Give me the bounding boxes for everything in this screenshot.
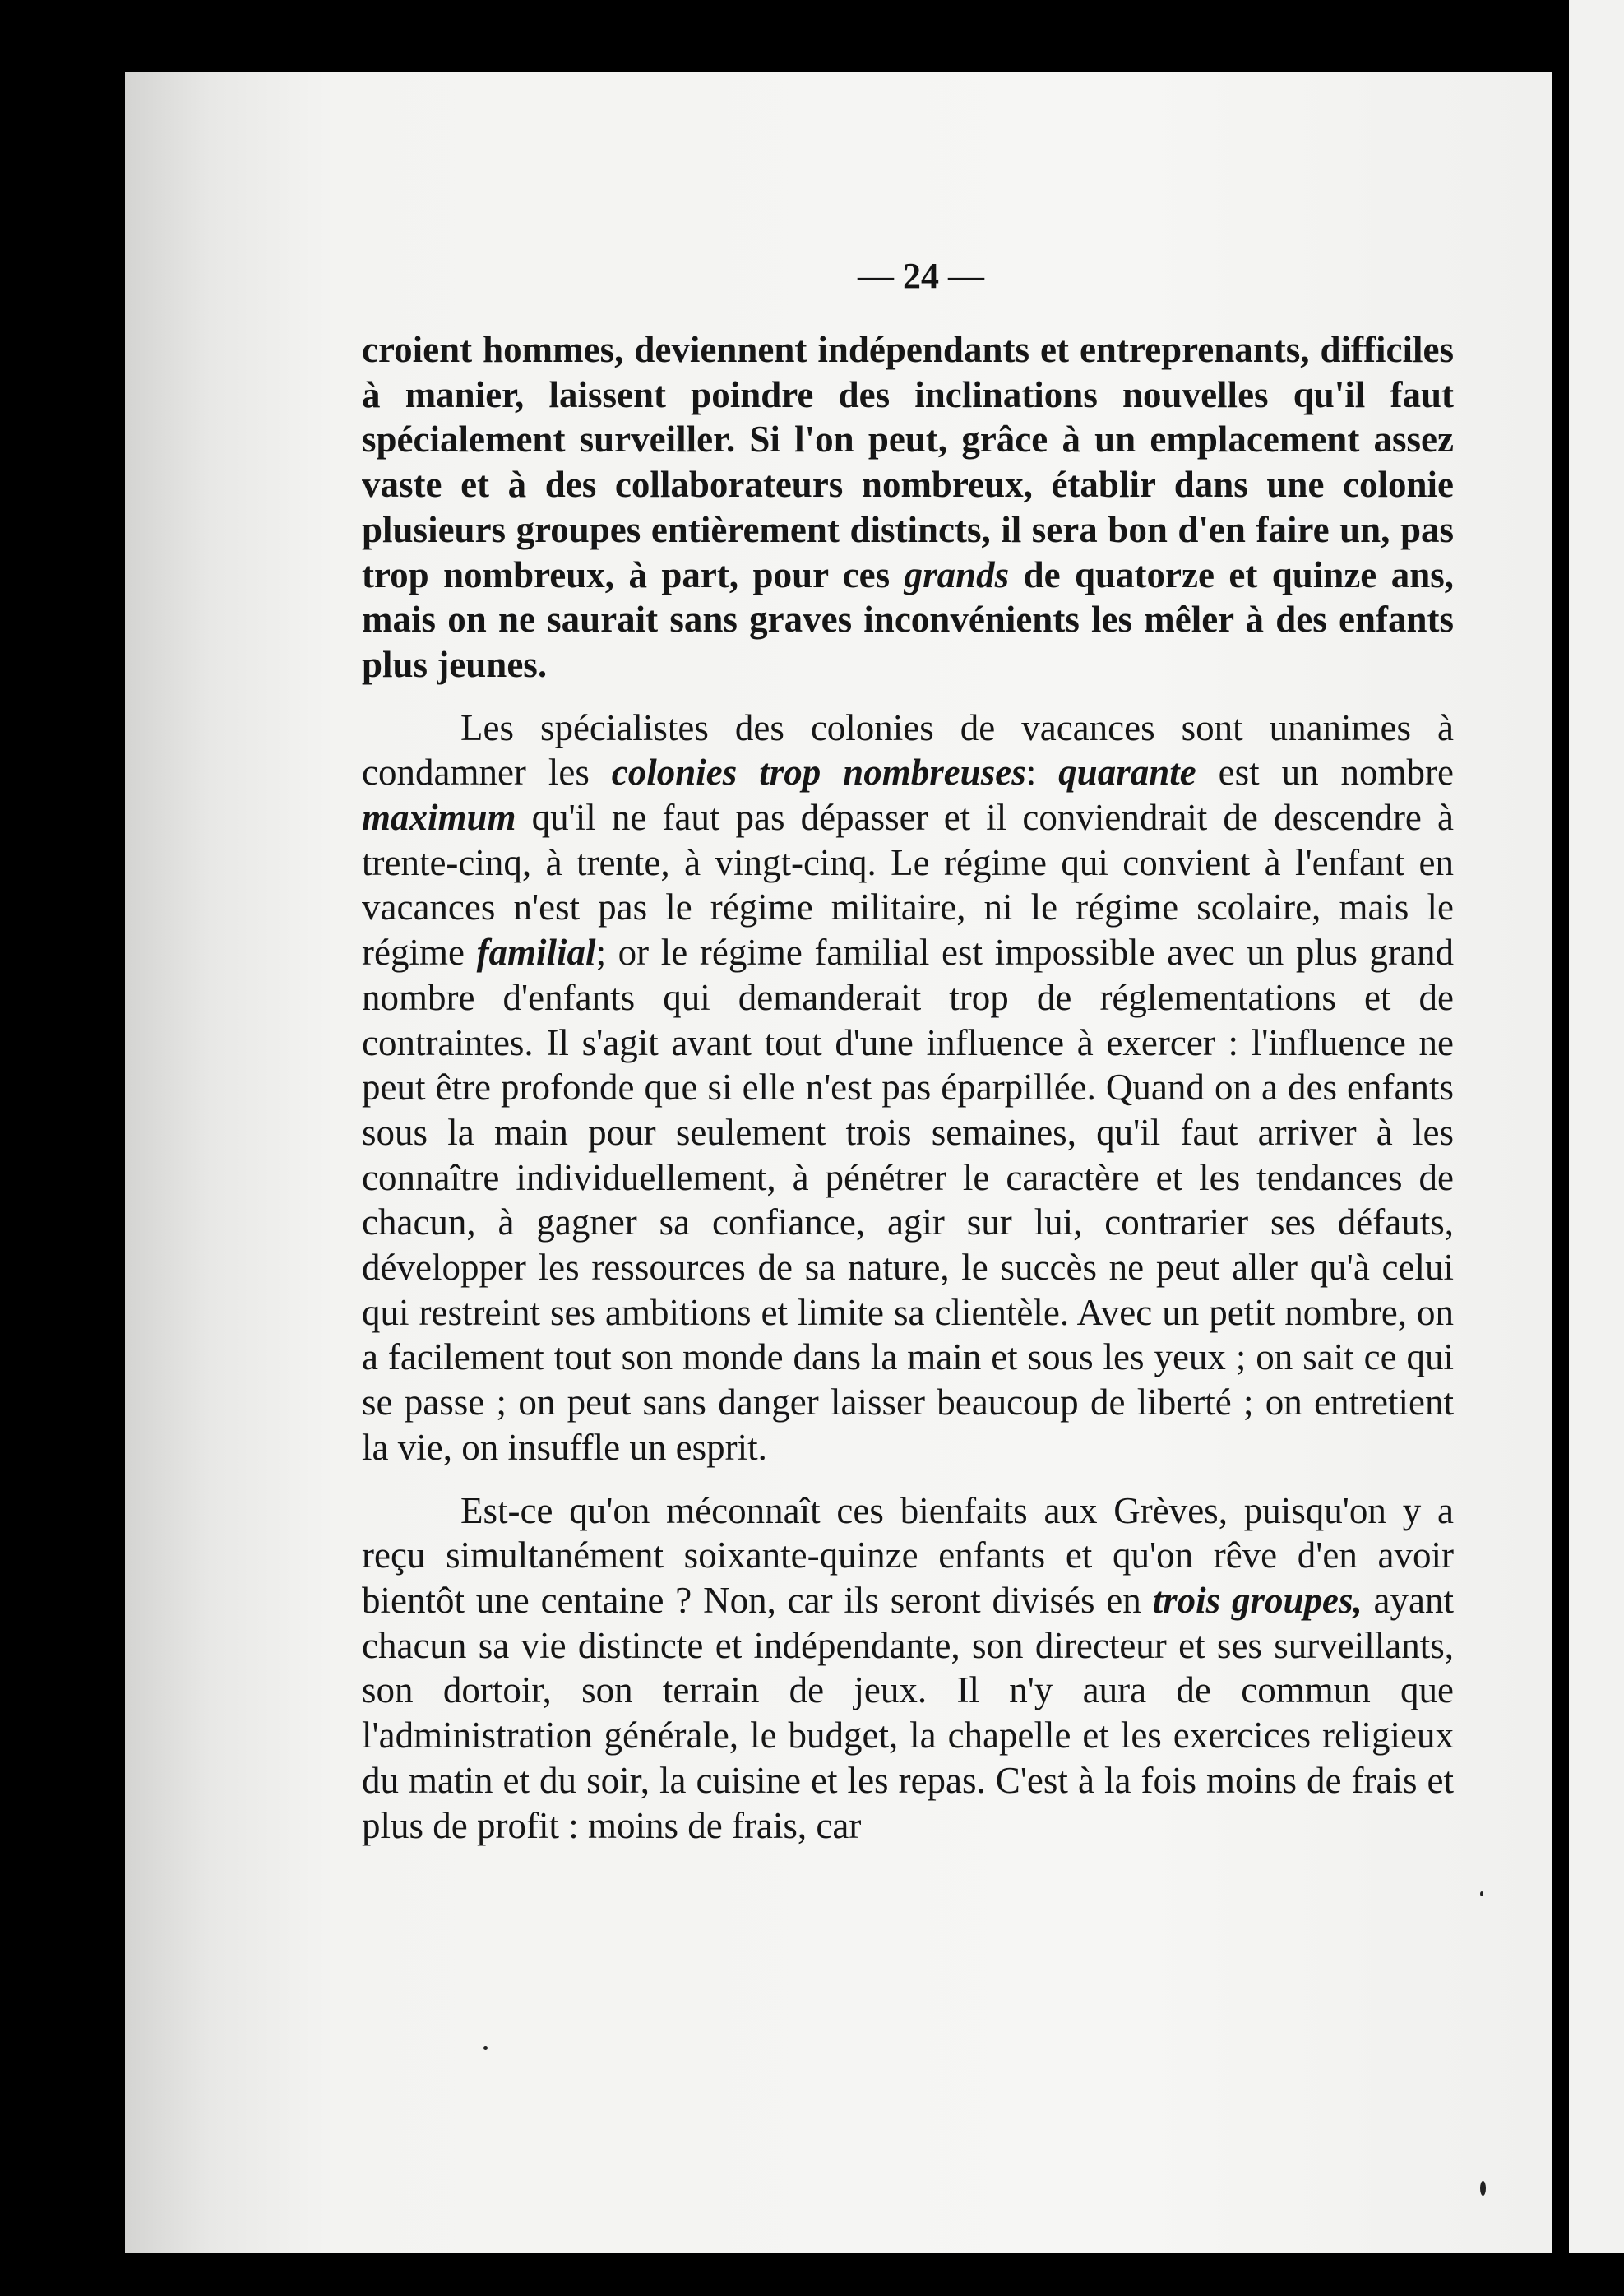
scan-speck — [1480, 1891, 1483, 1896]
scan-border-left — [0, 0, 125, 2296]
text-segment: Les spécialistes des colonies de vacances sont unanimes à condamner les — [362, 706, 1454, 794]
text-segment: : — [1025, 752, 1059, 794]
text-segment-italic: colonies trop nombreuses — [611, 752, 1026, 794]
text-segment: croient hommes, deviennent indépendants et entreprenants, difficiles à manier, laissent poindre des inclinations nouvelles qu'il faut spécialement surveiller. Si l'on peut, grâce à un emplacement assez vaste et à des collaborateurs nombreux, établir dans une colonie plusieurs groupes entièrement distincts, il sera bon d'en faire un, pas trop nombreux, à part, pour ces — [362, 329, 1454, 595]
text-segment-italic: familial — [476, 932, 596, 974]
text-segment-italic: maximum — [362, 797, 516, 839]
scan-speck — [483, 2046, 488, 2050]
text-segment: Est-ce qu'on méconnaît ces bienfaits aux Grèves, puisqu'on y a reçu simultanément soixante-quinze enfants et qu'on rêve d'en avoir bientôt une centaine ? Non, car ils seront divisés en — [362, 1489, 1454, 1621]
text-segment: de quatorze et quinze ans, mais on ne saurait sans graves inconvénients les mêler à des enfants plus jeunes. — [362, 553, 1454, 685]
text-segment-italic: quarante — [1058, 752, 1196, 794]
scan-border-top — [0, 0, 1624, 72]
paragraph — [362, 327, 1454, 687]
text-segment: ; or le régime familial est impossible avec un plus grand nombre d'enfants qui demanderait trop de réglementations et de contraintes. Il s'agit avant tout d'une influence à exercer : l'influence ne peut être profonde que si elle n'est pas éparpillée. Quand on a des enfants sous la main pour seulement trois semaines, qu'il faut arriver à les connaître individuellement, à pénétrer le caractère et les tendances de chacun, à gagner sa confiance, agir sur lui, contrarier ses défauts, développer les ressources de sa nature, le succès ne peut aller qu'à celui qui restreint ses ambitions et limite sa clientèle. Avec un petit nombre, on a facilement tout son monde dans la main et sous les yeux ; on sait ce qui se passe ; on peut sans danger laisser beaucoup de liberté ; on entretient la vie, on insuffle un esprit. — [362, 932, 1455, 1468]
paragraph — [362, 1488, 1454, 1849]
text-segment-italic: trois groupes, — [1152, 1579, 1363, 1621]
body-text — [362, 327, 1454, 1848]
scan-speck — [1480, 2181, 1486, 2196]
text-segment: est un nombre — [1196, 752, 1454, 794]
scan-border-bottom — [0, 2253, 1624, 2296]
paragraph — [362, 706, 1454, 1470]
text-segment: qu'il ne faut pas dépasser et il conviendrait de descendre à trente-cinq, à trente, à vingt-cinq. Le régime qui convient à l'enfant en vacances n'est pas le régime militaire, ni le régime scolaire, mais le régime — [362, 797, 1454, 974]
facing-page-edge — [1569, 0, 1624, 2296]
text-segment-italic: grands — [904, 553, 1010, 595]
page-number: — 24 — — [858, 256, 984, 296]
text-segment: ayant chacun sa vie distincte et indépendante, son directeur et ses surveillants, son dortoir, son terrain de jeux. Il n'y aura de commun que l'administration générale, le budget, la chapelle et les exercices religieux du matin et du soir, la cuisine et les repas. C'est à la fois moins de frais et plus de profit : moins de frais, car — [362, 1579, 1454, 1846]
